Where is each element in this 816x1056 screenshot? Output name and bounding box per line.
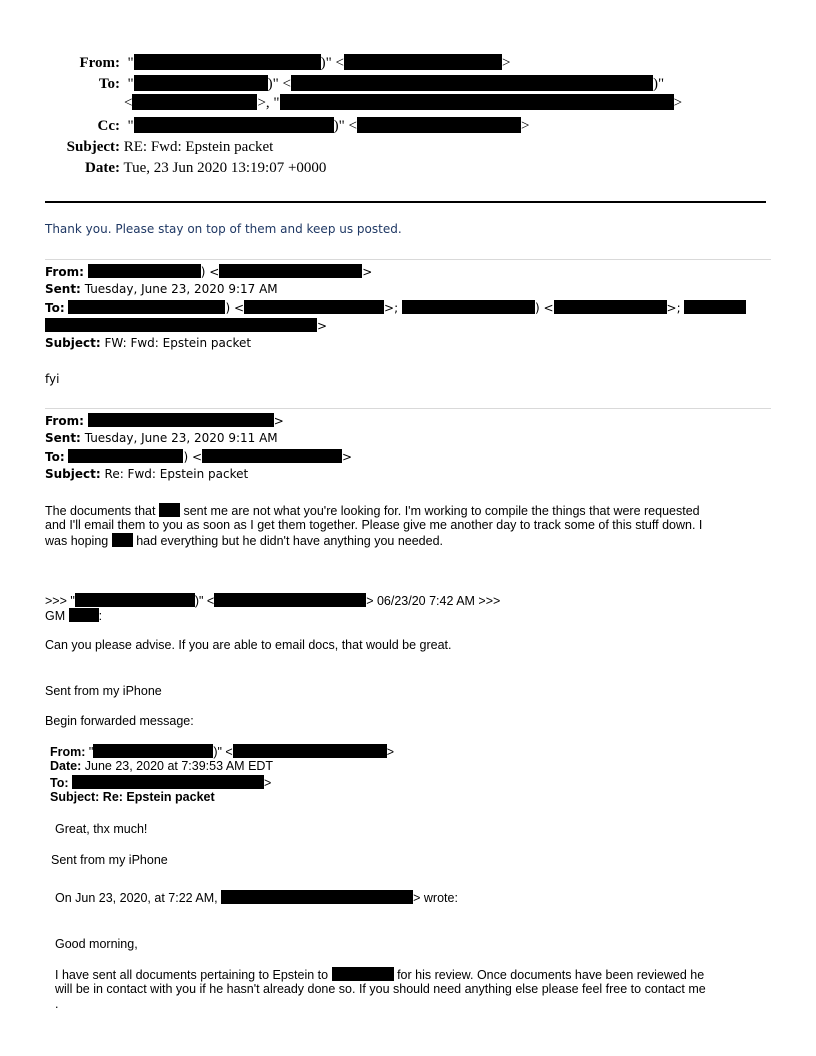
msg3-subject-row	[45, 467, 248, 481]
redaction-block	[68, 449, 183, 463]
msg3-subject-label: Subject:	[45, 467, 101, 481]
msg3-subject-value: Re: Fwd: Epstein packet	[104, 467, 249, 481]
redaction-block	[214, 593, 366, 607]
redaction-block	[357, 117, 521, 133]
header-date-label: Date:	[85, 160, 120, 176]
quoted-body: Can you please advise. If you are able to email docs, that would be great.	[45, 638, 452, 652]
fwd-from-label: From:	[50, 745, 86, 759]
msg3-body-line-3: was hoping had everything but he didn't have anything you needed.	[45, 534, 444, 548]
redaction-block	[280, 94, 674, 110]
redaction-block	[134, 54, 321, 70]
header-cc-label: Cc:	[97, 118, 120, 134]
fwd-to-row: To: >	[50, 776, 272, 790]
message-separator	[45, 259, 771, 260]
redaction-block	[554, 300, 667, 314]
msg2-from-label: From:	[45, 265, 84, 279]
fwd-para-line-3: .	[55, 997, 59, 1011]
redaction-block	[402, 300, 535, 314]
msg2-sent-label: Sent:	[45, 282, 81, 296]
msg2-to-label: To:	[45, 301, 65, 315]
fwd-greeting: Good morning,	[55, 937, 138, 951]
fwd-date-label: Date:	[50, 759, 82, 773]
header-from-row: From: " )" < >	[40, 54, 510, 72]
fwd-subject-label: Subject:	[50, 790, 100, 804]
fwd-subject-value: Re: Epstein packet	[102, 790, 215, 804]
redaction-block	[134, 75, 268, 91]
msg2-subject-row	[45, 336, 251, 350]
redaction-block	[202, 449, 342, 463]
msg2-to-row: To: ) < >; ) < >;	[45, 300, 746, 315]
redaction-block	[69, 608, 99, 622]
header-to-row: To: " )" < )"	[40, 75, 664, 93]
begin-forwarded-label: Begin forwarded message:	[45, 714, 194, 728]
redaction-block	[684, 300, 746, 314]
redaction-block	[75, 593, 195, 607]
msg3-from-row: From: >	[45, 414, 284, 428]
redaction-block	[332, 967, 394, 981]
header-from-label: From:	[79, 55, 120, 71]
redaction-block	[72, 775, 264, 789]
fwd-date-value: June 23, 2020 at 7:39:53 AM EDT	[84, 759, 274, 773]
redaction-block	[68, 300, 225, 314]
redaction-block	[88, 413, 274, 427]
quoted-marker-row: >>> " )" < > 06/23/20 7:42 AM >>>	[45, 594, 501, 608]
msg3-sent-label: Sent:	[45, 431, 81, 445]
msg2-from-row: From: ) < >	[45, 265, 373, 279]
header-date-value: Tue, 23 Jun 2020 13:19:07 +0000	[123, 160, 327, 176]
msg3-sent-row	[45, 431, 278, 445]
msg3-to-row: To: ) < >	[45, 450, 353, 464]
redaction-block	[344, 54, 502, 70]
fwd-signature: Sent from my iPhone	[51, 853, 168, 867]
redaction-block	[219, 264, 362, 278]
msg3-from-label: From:	[45, 414, 84, 428]
msg2-sent-row	[45, 282, 278, 296]
fwd-on-wrote-row: On Jun 23, 2020, at 7:22 AM, > wrote:	[55, 891, 458, 905]
fwd-body: Great, thx much!	[55, 822, 148, 836]
redaction-block	[88, 264, 201, 278]
msg2-subject-label: Subject:	[45, 336, 101, 350]
msg2-sent-value: Tuesday, June 23, 2020 9:17 AM	[84, 282, 278, 296]
redaction-block	[291, 75, 653, 91]
header-divider	[45, 201, 766, 203]
fwd-para-line-2: will be in contact with you if he hasn't already done so. If you should need anything else please feel free to contact me	[55, 982, 706, 996]
msg3-sent-value: Tuesday, June 23, 2020 9:11 AM	[84, 431, 278, 445]
redaction-block	[244, 300, 384, 314]
fwd-date-row	[50, 759, 273, 773]
fwd-from-row: From: " )" < >	[50, 745, 395, 759]
reply-body: Thank you. Please stay on top of them and keep us posted.	[45, 222, 402, 236]
header-subject-value: RE: Fwd: Epstein packet	[123, 139, 274, 155]
redaction-block	[112, 533, 133, 547]
fwd-to-label: To:	[50, 776, 69, 790]
redaction-block	[221, 890, 413, 904]
redaction-block	[134, 117, 334, 133]
msg2-to-row-continued: >	[45, 318, 327, 333]
msg3-body-line-2: and I'll email them to you as soon as I get them together. Please give me another day to track some of this stuff down. I	[45, 518, 703, 532]
header-subject-label: Subject:	[66, 139, 120, 155]
header-to-label: To:	[98, 76, 120, 92]
redaction-block	[45, 318, 317, 332]
header-subject-row	[40, 139, 273, 156]
header-to-row-continued: < >, " >	[124, 95, 683, 111]
redaction-block	[93, 744, 213, 758]
message-separator	[45, 408, 771, 409]
msg2-subject-value: FW: Fwd: Epstein packet	[104, 336, 252, 350]
redaction-block	[132, 94, 257, 110]
header-date-row	[40, 160, 326, 177]
quoted-signature: Sent from my iPhone	[45, 684, 162, 698]
msg2-body: fyi	[45, 372, 60, 386]
msg3-to-label: To:	[45, 450, 65, 464]
redaction-block	[159, 503, 180, 517]
redaction-block	[233, 744, 387, 758]
header-cc-row: Cc: " )" < >	[40, 117, 529, 135]
fwd-para-line-1: I have sent all documents pertaining to Epstein to for his review. Once documents have been reviewed he	[55, 968, 705, 982]
msg3-body-line-1: The documents that sent me are not what you're looking for. I'm working to compile the things that were requested	[45, 504, 700, 518]
fwd-subject-row	[50, 790, 215, 804]
quoted-greeting-row: GM :	[45, 609, 103, 623]
